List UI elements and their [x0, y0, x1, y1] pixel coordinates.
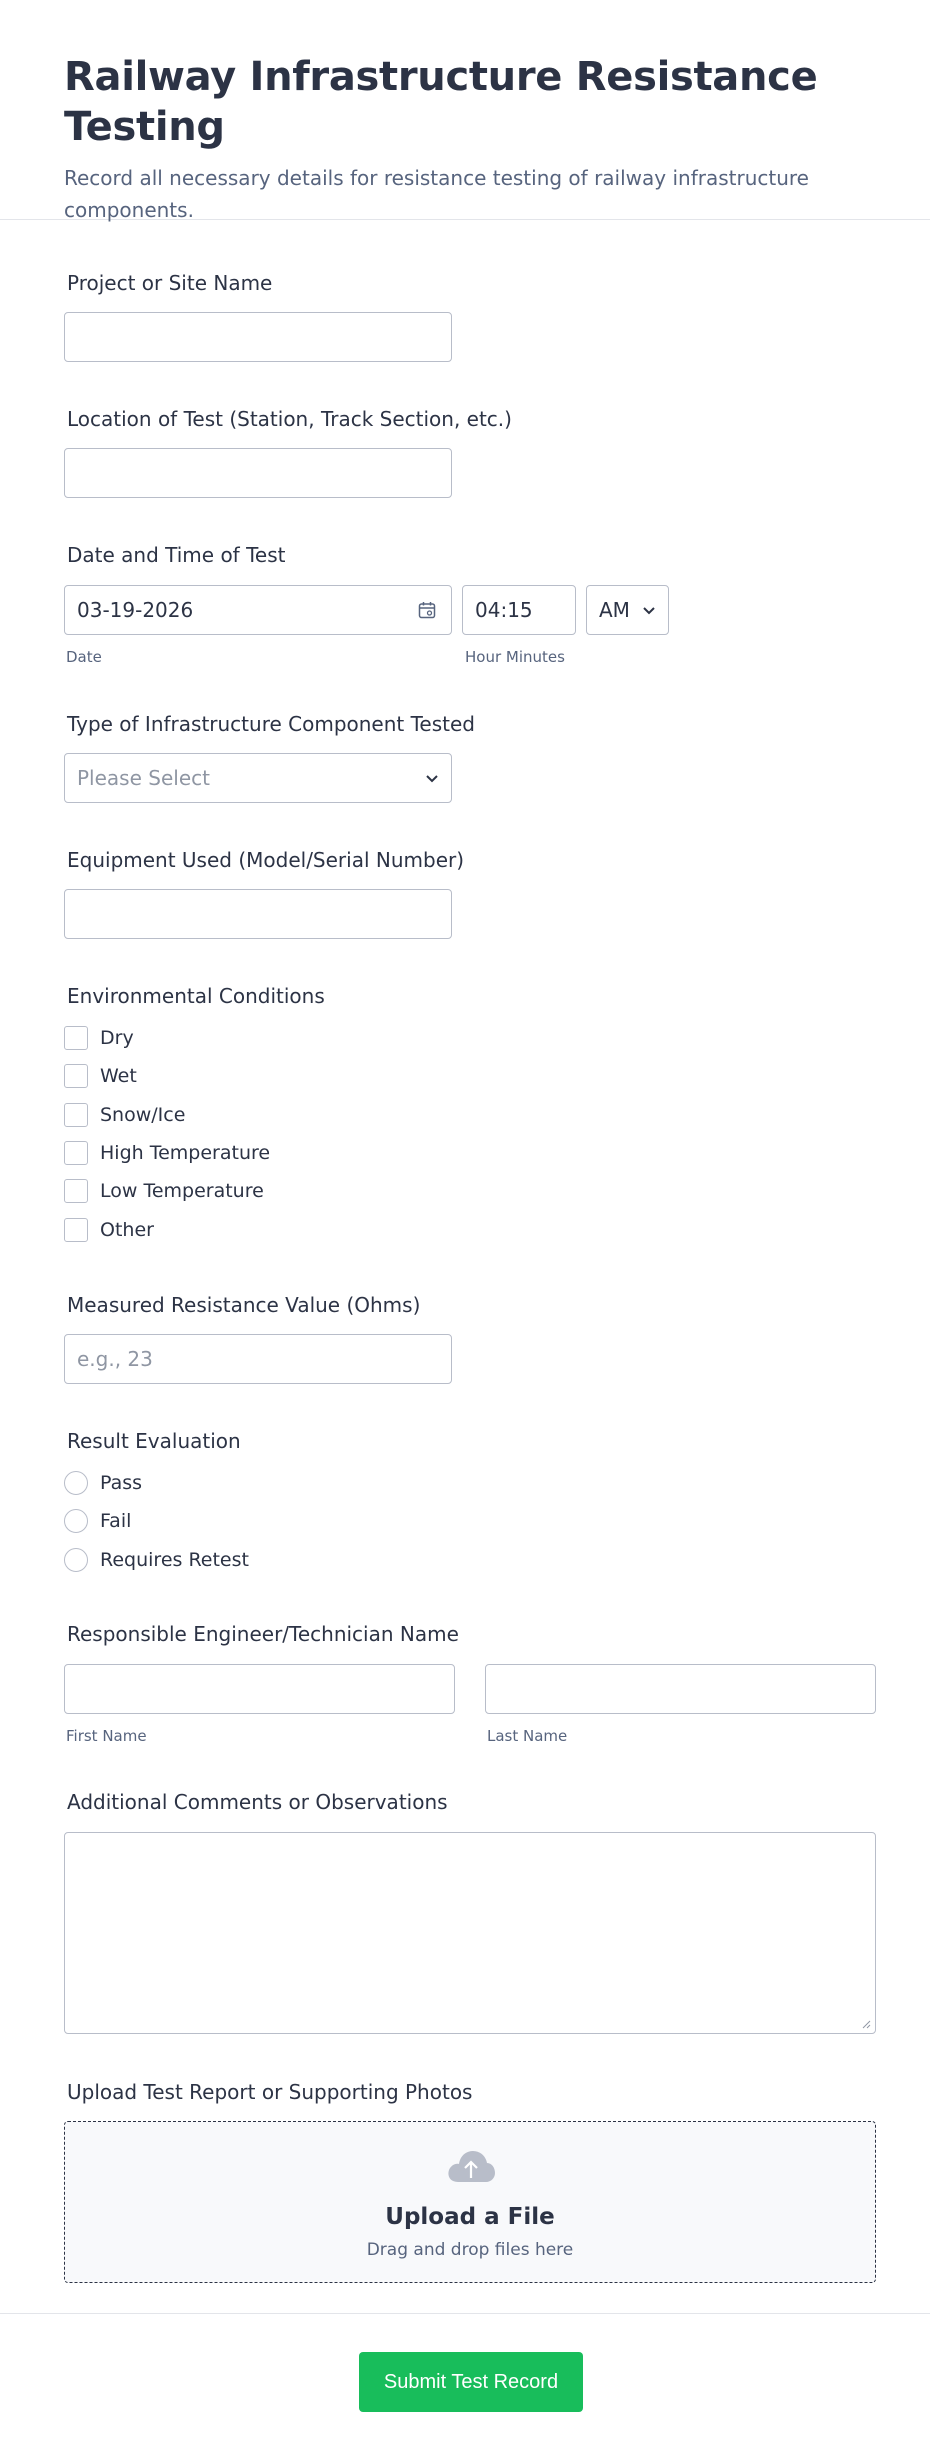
environment-label: Environmental Conditions — [67, 984, 325, 1008]
option-label: Low Temperature — [100, 1180, 264, 1202]
option-label: Wet — [100, 1065, 137, 1087]
chevron-down-icon — [425, 774, 439, 784]
comments-textarea[interactable] — [64, 1832, 876, 2034]
option-label: Fail — [100, 1510, 132, 1532]
environment-option-snow-ice[interactable] — [64, 1102, 185, 1128]
time-sublabel: Hour Minutes — [465, 648, 565, 666]
page-description: Record all necessary details for resistance testing of railway infrastructure components. — [64, 166, 809, 222]
date-input[interactable] — [64, 585, 452, 635]
environment-option-other[interactable] — [64, 1217, 154, 1243]
result-option-fail[interactable] — [64, 1508, 131, 1534]
comments-label: Additional Comments or Observations — [67, 1790, 448, 1814]
submit-button[interactable]: Submit Test Record — [359, 2352, 583, 2412]
option-label: Dry — [100, 1027, 134, 1049]
checkbox[interactable] — [64, 1026, 88, 1050]
form-header — [0, 0, 930, 220]
project-label: Project or Site Name — [67, 271, 273, 295]
chevron-down-icon — [642, 606, 656, 616]
result-label: Result Evaluation — [67, 1429, 241, 1453]
resistance-placeholder: e.g., 23 — [77, 1347, 153, 1371]
component-type-placeholder: Please Select — [77, 766, 210, 790]
resistance-label: Measured Resistance Value (Ohms) — [67, 1293, 421, 1317]
equipment-label: Equipment Used (Model/Serial Number) — [67, 848, 465, 872]
project-input[interactable] — [64, 312, 452, 362]
environment-option-dry[interactable] — [64, 1025, 134, 1051]
checkbox[interactable] — [64, 1218, 88, 1242]
checkbox[interactable] — [64, 1179, 88, 1203]
engineer-label: Responsible Engineer/Technician Name — [67, 1622, 459, 1646]
page-title: Railway Infrastructure Resistance Testing — [64, 54, 818, 150]
equipment-input[interactable] — [64, 889, 452, 939]
option-label: High Temperature — [100, 1142, 271, 1164]
upload-subtitle: Drag and drop files here — [366, 2240, 574, 2260]
checkbox[interactable] — [64, 1141, 88, 1165]
file-upload-dropzone[interactable] — [64, 2121, 876, 2283]
ampm-value: AM — [599, 598, 630, 622]
checkbox[interactable] — [64, 1064, 88, 1088]
checkbox[interactable] — [64, 1103, 88, 1127]
resize-handle-icon[interactable] — [861, 2019, 871, 2029]
time-value: 04:15 — [475, 598, 533, 622]
option-label: Other — [100, 1219, 154, 1241]
upload-title: Upload a File — [385, 2204, 555, 2230]
component-type-select[interactable] — [64, 753, 452, 803]
location-label: Location of Test (Station, Track Section, etc.) — [67, 407, 512, 431]
component-type-label: Type of Infrastructure Component Tested — [67, 712, 475, 736]
last-name-sublabel: Last Name — [487, 1727, 568, 1745]
option-label: Snow/Ice — [100, 1104, 186, 1126]
result-option-pass[interactable] — [64, 1470, 142, 1496]
upload-label: Upload Test Report or Supporting Photos — [67, 2080, 473, 2104]
ampm-select[interactable] — [586, 585, 669, 635]
option-label: Pass — [100, 1472, 143, 1494]
calendar-icon[interactable] — [417, 600, 437, 620]
environment-option-wet[interactable] — [64, 1063, 137, 1089]
result-option-requires-retest[interactable] — [64, 1547, 249, 1573]
location-input[interactable] — [64, 448, 452, 498]
environment-option-low-temperature[interactable] — [64, 1178, 264, 1204]
date-sublabel: Date — [66, 648, 102, 666]
option-label: Requires Retest — [100, 1549, 249, 1571]
radio[interactable] — [64, 1509, 88, 1533]
form-footer — [0, 2313, 930, 2461]
radio[interactable] — [64, 1548, 88, 1572]
datetime-label: Date and Time of Test — [67, 543, 286, 567]
first-name-input[interactable] — [64, 1664, 455, 1714]
date-value: 03-19-2026 — [77, 598, 194, 622]
radio[interactable] — [64, 1471, 88, 1495]
time-input[interactable] — [462, 585, 576, 635]
cloud-upload-icon — [446, 2148, 496, 2184]
environment-option-high-temperature[interactable] — [64, 1140, 270, 1166]
first-name-sublabel: First Name — [66, 1727, 147, 1745]
last-name-input[interactable] — [485, 1664, 876, 1714]
resistance-input[interactable] — [64, 1334, 452, 1384]
